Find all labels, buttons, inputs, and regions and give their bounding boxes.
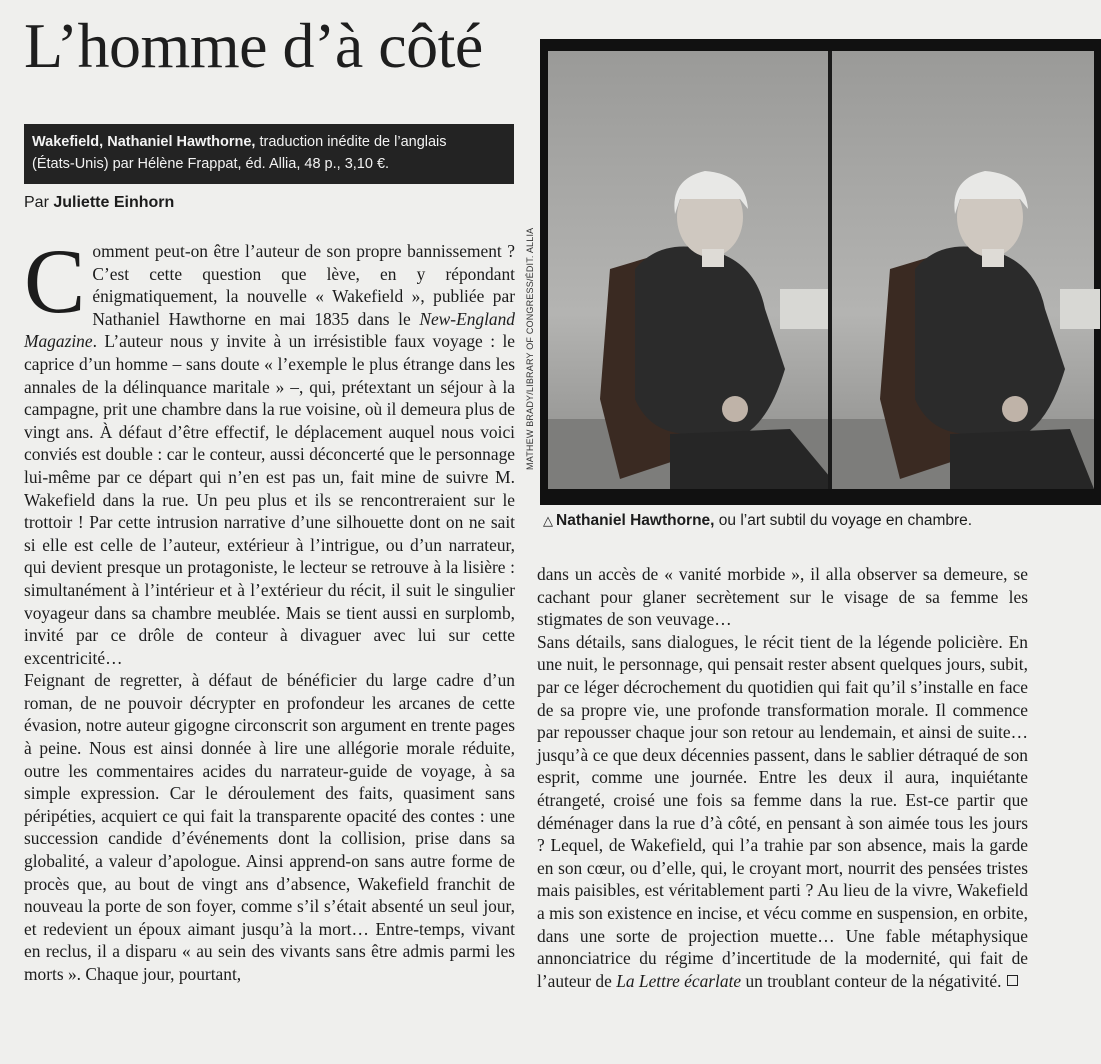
paragraph-1: [24, 230, 515, 669]
caption-name: Nathaniel Hawthorne,: [556, 512, 715, 529]
stereo-frame-right: [832, 51, 1100, 489]
byline: [24, 194, 174, 212]
caption-text: ou l’art subtil du voyage en chambre.: [718, 512, 973, 529]
paragraph-1-text-b: . L’auteur nous y invite à un irrésistible faux voyage : le caprice d’un homme – sans doute « l’exemple le plus étrange dans les annales de la délinquance maritale » –, qui, prétextant un séjour à la campagne, prit une chambre dans la rue voisine, où il demeura plus de vingt ans. À défaut d’être effectif, le déplacement auquel nous voici conviés est double : car le conteur, aussi déconcerté que le personnage lui-même par ce départ qui n’en est pas un, fait mine de suivre M. Wakefield dans la rue. Un peu plus et ils se rencontreraient sur le trottoir ! Par cette intrusion narrative d’une silhouette dont on ne sait si elle est celle de l’auteur, extérieur à l’intrigue, ou d’un narrateur, qui devient presque un protagoniste, le lecteur se retrouve à la lisière : simultanément à l’intérieur et à l’extérieur du récit, il suit le singulier voyageur dans sa chambre meublée. Mais se tient aussi en surplomb, invité par ce drôle de conteur à divaguer avec lui sur cette excentricité…: [24, 331, 515, 668]
article-title: L’homme d’à côté: [24, 10, 483, 81]
book-reference-box: [24, 124, 514, 184]
byline-prefix: Par: [24, 194, 49, 211]
paragraph-3: dans un accès de « vanité morbide », il alla observer sa demeure, se cachant pour glaner secrètement sur le visage de sa femme les stigmates de son veuvage…: [537, 564, 1028, 630]
paragraph-4-text-b: un troublant conteur de la négativité.: [741, 970, 1002, 991]
reference-book-title: Wakefield,: [32, 134, 104, 150]
magazine-name: New-England Magazine: [24, 308, 515, 352]
article-column-left: [24, 230, 515, 986]
photo-caption: [543, 512, 972, 530]
stereo-frame-left: [548, 51, 850, 489]
photo-credit: MATHEW BRADY/LIBRARY OF CONGRESS/ÉDIT. ALLIA: [525, 227, 535, 470]
paragraph-1-text-a: omment peut-on être l’auteur de son propre bannissement ? C’est cette question que lève, en y répondant énigmatiquement, la nouvelle « Wakefield », publiée par Nathaniel Hawthorne en mai 1835 dans le: [92, 241, 515, 329]
reference-line-1: [32, 131, 506, 153]
reference-details-1: traduction inédite de l’anglais: [259, 134, 447, 150]
reference-details-2: (États-Unis) par Hélène Frappat, éd. Allia, 48 p., 3,10 €.: [32, 156, 390, 172]
end-square-icon: [1007, 975, 1018, 986]
paragraph-2: Feignant de regretter, à défaut de bénéficier du large cadre d’un roman, de ne pouvoir décrypter en profondeur les arcanes de cette évasion, notre auteur gigogne circonscrit son argument en trente pages à peine. Nous est ainsi donnée à lire une allégorie morale réduite, outre les commentaires acides du narrateur-guide de voyage, à sa simple expression. Car le déroulement des faits, quasiment sans péripéties, acquiert ce qui fait la transparente opacité des contes : une succession candide d’événements dont la collision, prise dans sa globalité, a valeur d’apologue. Ainsi apprend-on sans autre forme de procès que, au bout de vingt ans d’absence, Wakefield franchit de nouveau la porte de son foyer, comme s’il s’était absenté un seul jour, et redevient un époux aimant jusqu’à la mort… Entre-temps, vivant en reclus, il a disparu « au sein des vivants sans être admis parmi les morts ». Chaque jour, pourtant,: [24, 670, 515, 984]
portrait-photo: [540, 39, 1101, 505]
article-column-right: [537, 563, 1028, 992]
paragraph-4-text-a: Sans détails, sans dialogues, le récit tient de la légende policière. En une nuit, le personnage, qui pensait rester absent quelques jours, subit, par ce léger décrochement du quotidien qui fait qu’il s’installe en face de sa propre vie, une profonde transformation morale. Il commence par repousser chaque jour son retour au lendemain, et ainsi de suite… jusqu’à ce que deux décennies passent, dans le sablier détraqué de son esprit, comme une journée. Entre les deux il aura, inquiétante étrangeté, croisé une fois sa femme dans la rue. Est-ce partir que déménager dans la rue d’à côté, en pensant à son aimée tous les jours ? Lequel, de Wakefield, qui l’a trahie par son absence, mais la garde en son cœur, ou d’elle, qui, le croyant mort, nourrit des pensées tristes mais paisibles, est véritablement parti ? Au lieu de la vivre, Wakefield a mis son existence en incise, et vécu comme en suspension, en orbite, dans une sorte de projection muette… Une fable métaphysique annonciatrice du régime d’incertitude de la modernité, qui fait de l’auteur de: [537, 631, 1028, 991]
byline-author: Juliette Einhorn: [53, 194, 175, 211]
book-title-italic: La Lettre écarlate: [616, 970, 742, 991]
triangle-up-icon: △: [543, 513, 553, 528]
reference-author: Nathaniel Hawthorne,: [107, 134, 256, 150]
dropcap: C: [24, 230, 86, 332]
stereograph-image: [540, 39, 1101, 505]
paragraph-4: [537, 631, 1028, 993]
